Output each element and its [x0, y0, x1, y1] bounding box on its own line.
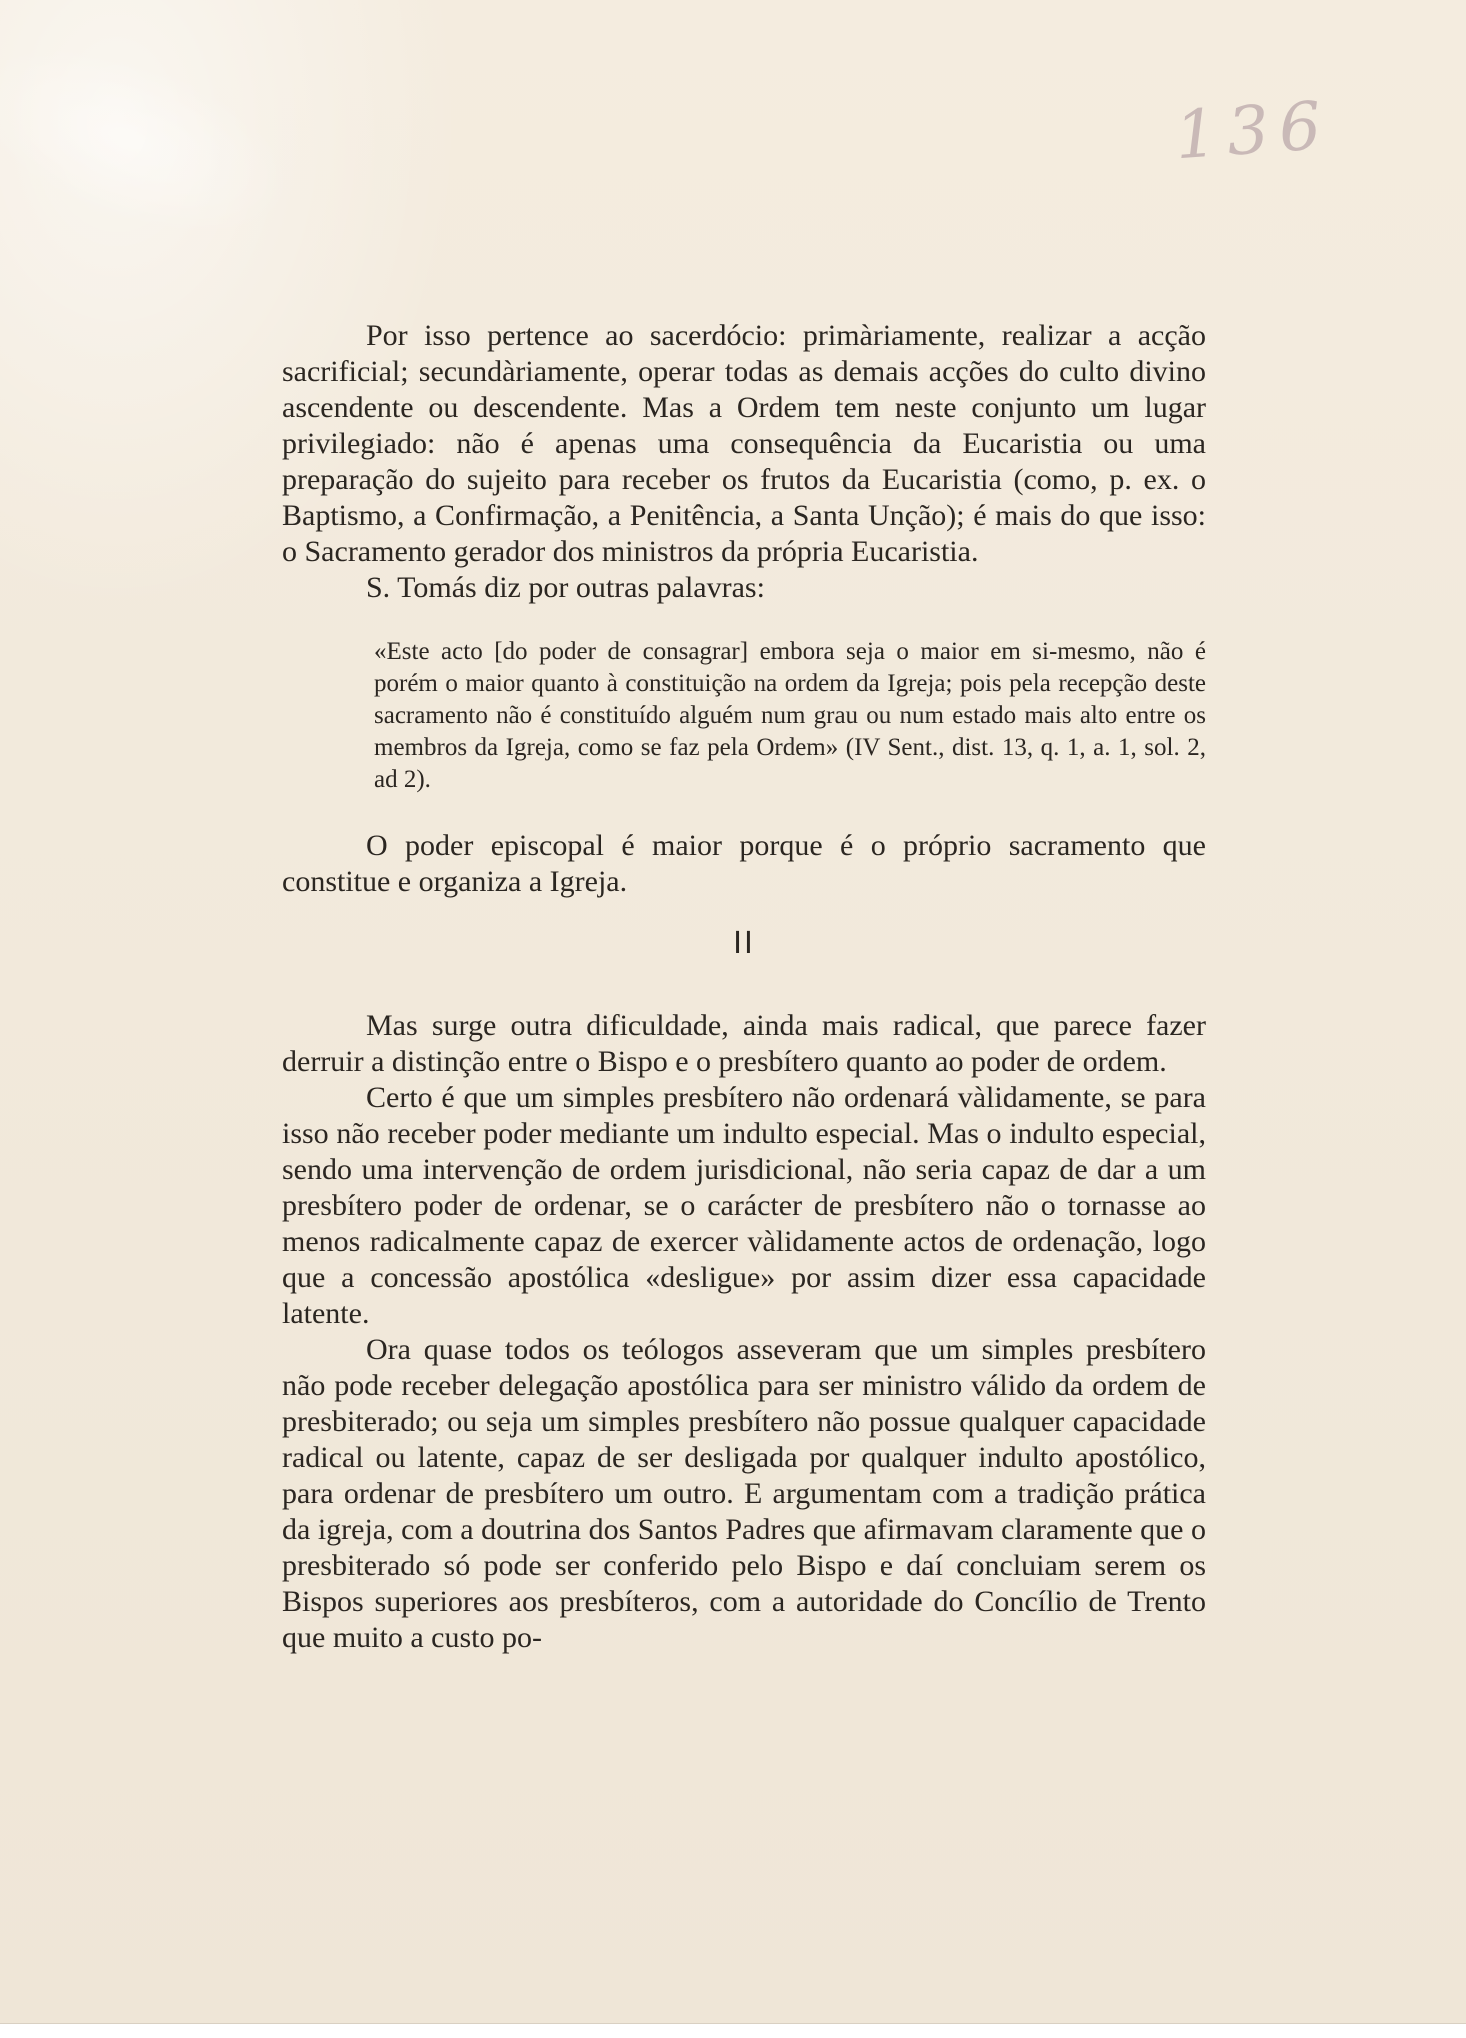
body-text: [282, 318, 1206, 1656]
paragraph-teologos: Ora quase todos os teólogos asseveram que um simples presbítero não pode receber delegação apostólica para ser ministro válido da ordem de presbiterado; ou seja um simples presbítero não possue qualquer capacidade radical ou latente, capaz de ser desligada por qualquer indulto apostólico, para ordenar de presbítero um outro. E argumentam com a tradição prática da igreja, com a doutrina dos Santos Padres que afirmavam claramente que o presbiterado só pode ser conferido pelo Bispo e daí concluiam serem os Bispos superiores aos presbíteros, com a autoridade do Concílio de Trento que muito a custo po-: [282, 1333, 1206, 1654]
block-quote-s-tomas: «Este acto [do poder de consagrar] embora seja o maior em si-mesmo, não é porém o maior quanto à constituição na ordem da Igreja; pois pela recepção deste sacramento não é constituído alguém num grau ou num estado mais alto entre os membros da Igreja, como se faz pela Ordem» (IV Sent., dist. 13, q. 1, a. 1, sol. 2, ad 2).: [374, 638, 1206, 793]
handwritten-page-number: 136: [1172, 86, 1334, 175]
page-bottom-edge: [0, 2023, 1466, 2038]
section-numeral: II: [733, 926, 755, 961]
paragraph-s-tomas-intro: S. Tomás diz por outras palavras:: [366, 571, 765, 604]
paragraph-presbitero-indulto: Certo é que um simples presbítero não ordenará vàlidamente, se para isso não receber poder mediante um indulto especial. Mas o indulto especial, sendo uma intervenção de ordem jurisdicional, não seria capaz de dar a um presbítero poder de ordenar, se o carácter de presbítero não o tornasse ao menos radicalmente capaz de exercer vàlidamente actos de ordenação, logo que a concessão apostólica «desligue» por assim dizer essa capacidade latente.: [282, 1081, 1206, 1330]
paragraph-poder-episcopal: O poder episcopal é maior porque é o próprio sacramento que constitue e organiza a Igreja.: [282, 829, 1206, 898]
paragraph-sacerdocio: Por isso pertence ao sacerdócio: primàriamente, realizar a acção sacrificial; secundàriamente, operar todas as demais acções do culto divino ascendente ou descendente. Mas a Ordem tem neste conjunto um lugar privilegiado: não é apenas uma consequência da Eucaristia ou uma preparação do sujeito para receber os frutos da Eucaristia (como, p. ex. o Baptismo, a Confirmação, a Penitência, a Santa Unção); é mais do que isso: o Sacramento gerador dos ministros da própria Eucaristia.: [282, 319, 1206, 568]
paragraph-dificuldade: Mas surge outra dificuldade, ainda mais radical, que parece fazer derruir a distinção entre o Bispo e o presbítero quanto ao poder de ordem.: [282, 1009, 1206, 1078]
paper-stain: [0, 7, 317, 274]
